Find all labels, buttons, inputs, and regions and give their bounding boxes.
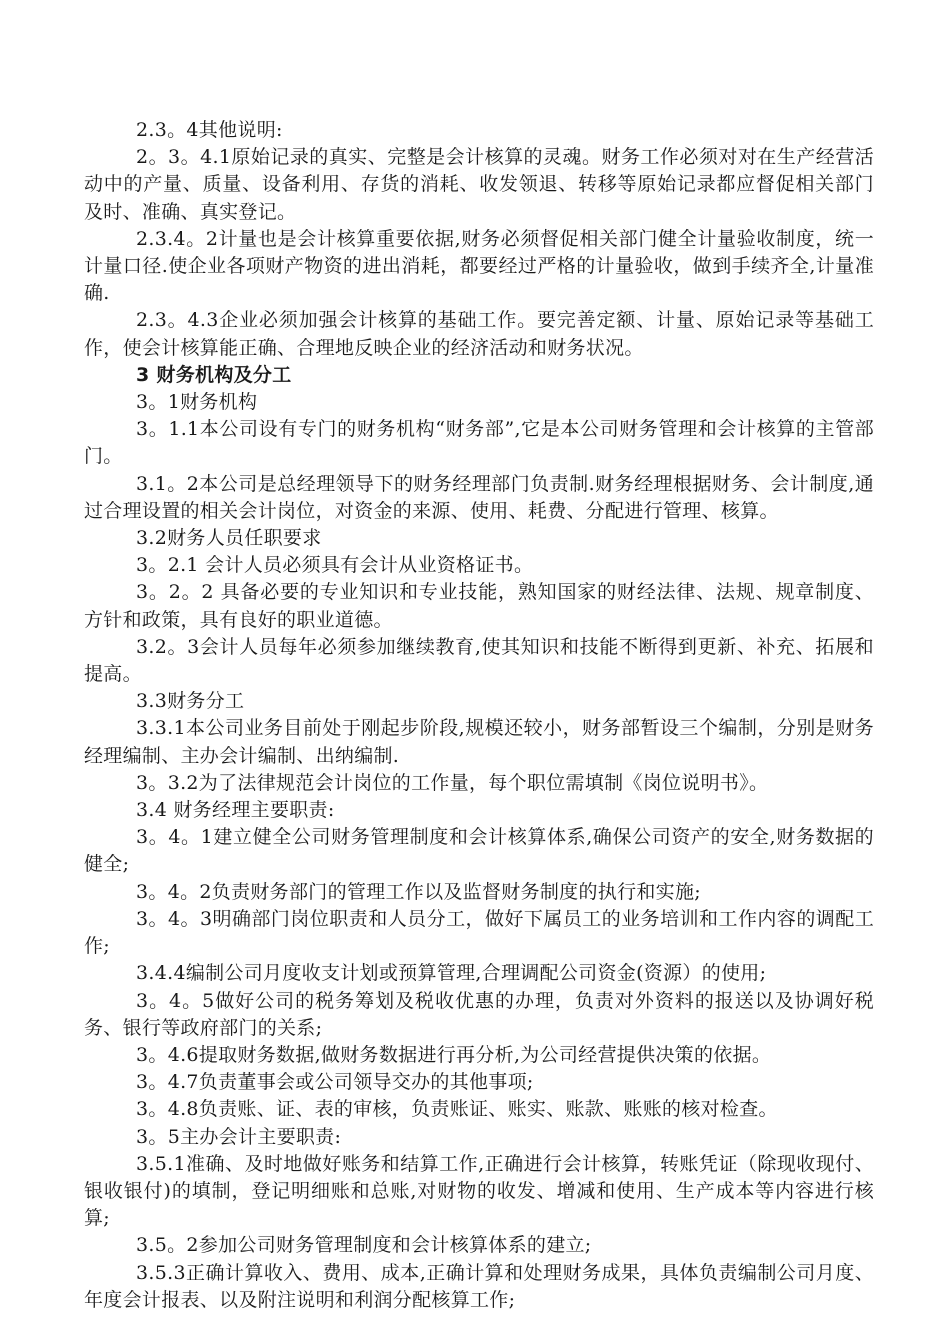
paragraph: 3.5.3正确计算收入、费用、成本,正确计算和处理财务成果，具体负责编制公司月度、年度会计报表、以及附注说明和利润分配核算工作; — [84, 1261, 874, 1311]
paragraph: 3。4。2负责财务部门的管理工作以及监督财务制度的执行和实施; — [136, 880, 701, 903]
paragraph: 3。4.7负责董事会或公司领导交办的其他事项; — [136, 1071, 534, 1094]
paragraph: 3。4。5做好公司的税务筹划及税收优惠的办理，负责对外资料的报送以及协调好税务、银行等政府部门的关系; — [84, 989, 874, 1039]
paragraph: 3.4 财务经理主要职责: — [136, 799, 335, 822]
paragraph: 3。4。1建立健全公司财务管理制度和会计核算体系,确保公司资产的安全,财务数据的健全; — [84, 826, 874, 876]
paragraph: 2.3。4其他说明: — [136, 119, 283, 141]
paragraph: 2。3。4.1原始记录的真实、完整是会计核算的灵魂。财务工作必须对对在生产经营活动中的产量、质量、设备利用、存货的消耗、收发领退、转移等原始记录都应督促相关部门及时、准确、真实登记。 — [84, 146, 874, 223]
paragraph: 3。4.6提取财务数据,做财务数据进行再分析,为公司经营提供决策的依据。 — [136, 1043, 772, 1066]
paragraph: 3.2。3会计人员每年必须参加继续教育,使其知识和技能不断得到更新、补充、拓展和提高。 — [84, 635, 874, 686]
paragraph: 3。1财务机构 — [136, 391, 258, 414]
paragraph: 3.3.1本公司业务目前处于刚起步阶段,规模还较小，财务部暂设三个编制，分别是财务经理编制、主办会计编制、出纳编制. — [84, 717, 874, 767]
paragraph: 3。3.2为了法律规范会计岗位的工作量，每个职位需填制《岗位说明书》。 — [136, 771, 769, 794]
paragraph: 3.1。2本公司是总经理领导下的财务经理部门负责制.财务经理根据财务、会计制度,通过合理设置的相关会计岗位，对资金的来源、使用、耗费、分配进行管理、核算。 — [84, 472, 874, 522]
paragraph: 2.3.4。2计量也是会计核算重要依据,财务必须督促相关部门健全计量验收制度，统一计量口径.使企业各项财产物资的进出消耗，都要经过严格的计量验收，做到手续齐全,计量准确. — [84, 227, 874, 305]
paragraph: 3。1.1本公司设有专门的财务机构“财务部”,它是本公司财务管理和会计核算的主管部门。 — [84, 418, 874, 468]
paragraph: 3。4.8负责账、证、表的审核，负责账证、账实、账款、账账的核对检查。 — [136, 1098, 778, 1121]
document-body — [84, 117, 874, 1314]
paragraph: 3.3财务分工 — [136, 690, 245, 713]
paragraph: 3.5。2参加公司财务管理制度和会计核算体系的建立; — [136, 1234, 592, 1257]
paragraph: 3.4.4编制公司月度收支计划或预算管理,合理调配公司资金(资源）的使用; — [136, 962, 767, 985]
paragraph: 3。5主办会计主要职责: — [136, 1125, 342, 1148]
paragraph: 2.3。4.3企业必须加强会计核算的基础工作。要完善定额、计量、原始记录等基础工作，使会计核算能正确、合理地反映企业的经济活动和财务状况。 — [84, 309, 874, 359]
section-heading: 3 财务机构及分工 — [136, 363, 292, 386]
paragraph: 3。2。2 具备必要的专业知识和专业技能，熟知国家的财经法律、法规、规章制度、方针和政策，具有良好的职业道德。 — [84, 581, 874, 631]
paragraph: 3。4。3明确部门岗位职责和人员分工，做好下属员工的业务培训和工作内容的调配工作; — [84, 907, 874, 958]
paragraph: 3。2.1 会计人员必须具有会计从业资格证书。 — [136, 554, 534, 577]
paragraph: 3.5.1准确、及时地做好账务和结算工作,正确进行会计核算，转账凭证（除现收现付、银收银付)的填制，登记明细账和总账,对财物的收发、增减和使用、生产成本等内容进行核算; — [84, 1152, 874, 1230]
paragraph: 3.2财务人员任职要求 — [136, 527, 322, 550]
